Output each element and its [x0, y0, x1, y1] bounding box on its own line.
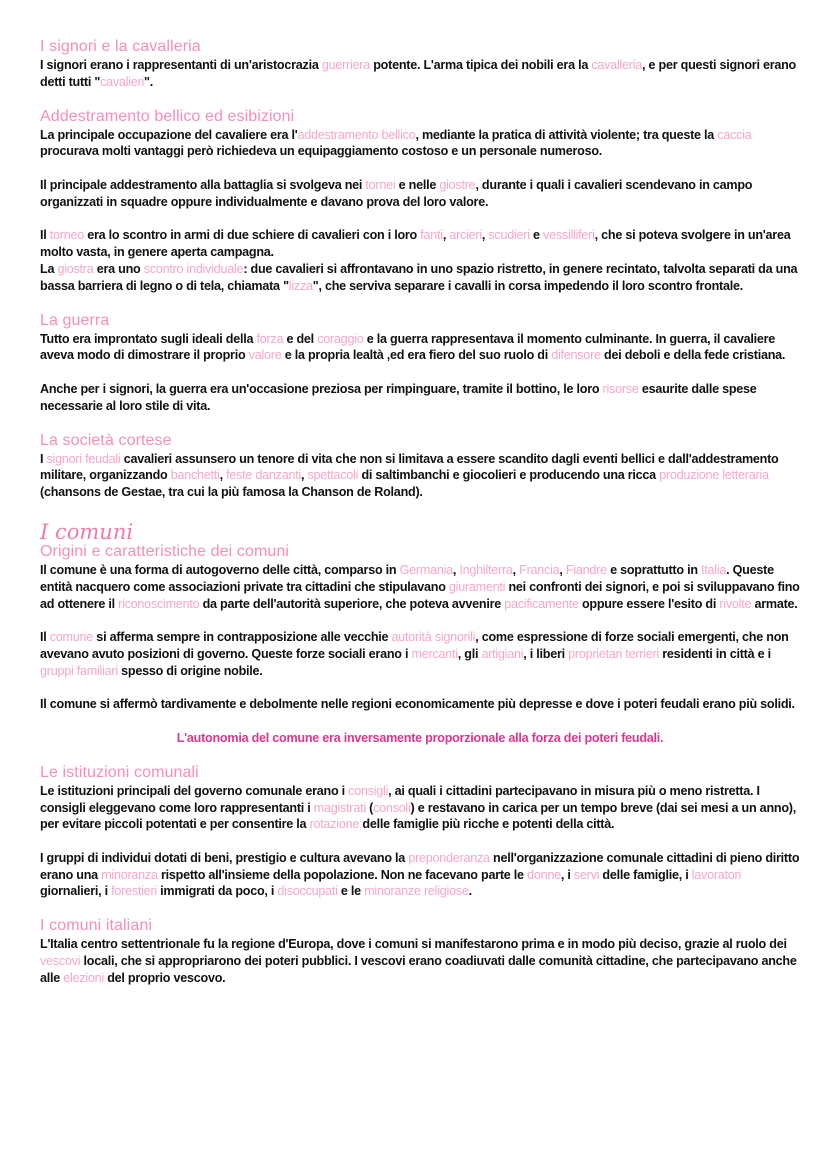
- highlighted-term: spettacoli: [307, 468, 359, 483]
- highlighted-term: risorse: [602, 381, 639, 396]
- highlighted-term: artigiani: [481, 646, 524, 661]
- text-run: nei confronti dei signori, e poi si sviluppavano fino ad ottenere il: [40, 579, 800, 611]
- section: [40, 108, 800, 295]
- text-run: , i liberi: [523, 646, 569, 661]
- text-run: ,: [452, 562, 460, 577]
- paragraph: [40, 331, 800, 365]
- text-run: Il comune è una forma di autogoverno delle città, comparso in: [40, 562, 400, 577]
- paragraph: [40, 562, 800, 612]
- text-run: Anche per i signori, la guerra era un'occasione preziosa per rimpinguare, tramite il bottino, le loro: [40, 381, 603, 396]
- highlighted-term: caccia: [717, 127, 752, 142]
- section-heading: Origini e caratteristiche dei comuni: [40, 542, 290, 560]
- highlighted-term: magistrati: [313, 800, 366, 815]
- section-heading: La guerra: [40, 311, 110, 329]
- paragraph: [40, 850, 800, 900]
- highlighted-term: vessilliferi: [543, 228, 595, 243]
- text-run: residenti in città e i: [659, 646, 771, 661]
- highlighted-term: Inghilterra: [459, 562, 513, 577]
- highlighted-term: banchetti: [170, 468, 220, 483]
- highlighted-term: tornei: [365, 177, 396, 192]
- highlighted-term: lizza: [288, 278, 313, 293]
- text-run: nell'organizzazione comunale cittadini di pieno diritto erano una: [40, 850, 800, 882]
- text-run: , durante i quali i cavalieri scendevano in campo organizzati in squadre oppure individualmente e davano prova del loro valore.: [40, 177, 753, 209]
- highlighted-term: minoranza: [101, 867, 158, 882]
- paragraph: [40, 783, 800, 833]
- text-run: locali, che si appropriarono dei poteri pubblici. I vescovi erano coadiuvati dalle comunità cittadine, che partecipavano anche alle: [40, 954, 797, 985]
- text-run: : due cavalieri si affrontavano in uno spazio ristretto, in genere recintato, talvolta separati da una bassa barriera di legno o di tela, chiamata ": [40, 261, 798, 293]
- text-run: , e per questi signori erano detti tutti ": [40, 58, 796, 89]
- highlighted-term: donne: [527, 867, 561, 882]
- text-run: ,: [512, 562, 520, 577]
- highlighted-term: gruppi familiari: [40, 663, 118, 678]
- text-run: e soprattutto in: [606, 562, 702, 577]
- text-run: da parte dell'autorità superiore, che poteva avvenire: [199, 596, 505, 611]
- text-run: ", che serviva separare i cavalli in corsa impedendo il loro scontro frontale.: [312, 278, 743, 293]
- text-run: rispetto all'insieme della popolazione. Non ne facevano parte le: [157, 867, 528, 882]
- text-run: esaurite dalle spese necessarie al loro stile di vita.: [40, 381, 757, 413]
- text-run: ,: [481, 228, 489, 243]
- text-run: (chansons de Gestae, tra cui la più famosa la Chanson de Roland).: [40, 485, 423, 500]
- highlighted-term: coraggio: [317, 331, 364, 346]
- text-run: , i: [560, 867, 574, 882]
- highlighted-term: Francia: [519, 562, 560, 577]
- highlighted-term: Fiandre: [565, 562, 607, 577]
- text-run: e la propria lealtà ,ed era fiero del suo ruolo di: [281, 348, 552, 363]
- highlighted-term: servi: [573, 867, 600, 882]
- highlighted-term: cavalleria: [591, 58, 643, 72]
- highlighted-term: signori feudali: [46, 451, 121, 466]
- highlighted-term: consoli: [373, 800, 411, 815]
- highlighted-term: scontro individuale: [143, 261, 244, 276]
- paragraph: [40, 451, 800, 501]
- highlighted-term: autorità signorili: [391, 630, 476, 645]
- highlighted-term: giostre: [439, 177, 476, 192]
- text-run: .: [468, 884, 472, 899]
- text-run: I gruppi di individui dotati di beni, prestigio e cultura avevano la: [40, 850, 409, 865]
- highlighted-term: valore: [248, 348, 282, 363]
- text-run: delle famiglie, i: [599, 867, 692, 882]
- text-run: si afferma sempre in contrapposizione alle vecchie: [93, 630, 392, 645]
- text-run: e del: [283, 331, 318, 346]
- paragraph: [40, 177, 800, 211]
- paragraph: [40, 227, 800, 294]
- highlighted-term: giostra: [57, 261, 94, 276]
- highlighted-term: Germania: [399, 562, 453, 577]
- notes-document: [40, 38, 800, 987]
- text-run: cavalieri assunsero un tenore di vita che non si limitava a essere scandito dagli eventi bellici e dall'addestramento militare, organizzando: [40, 451, 779, 483]
- paragraph: [40, 381, 800, 415]
- highlighted-term: torneo: [49, 228, 84, 243]
- text-run: dei deboli e della fede cristiana.: [600, 348, 786, 363]
- highlighted-term: mercanti: [411, 646, 458, 661]
- highlighted-term: lavoratori: [691, 867, 742, 882]
- section: [40, 312, 800, 415]
- key-statement: L'autonomia del comune era inversamente proporzionale alla forza dei poteri feudali.: [176, 730, 664, 745]
- text-run: armate.: [751, 596, 798, 611]
- section: [40, 764, 800, 901]
- section-heading: Addestramento bellico ed esibizioni: [40, 107, 295, 125]
- highlighted-term: vescovi: [40, 954, 81, 969]
- highlighted-term: arcieri: [449, 228, 482, 243]
- highlighted-term: cavalieri: [100, 74, 145, 89]
- text-run: e nelle: [395, 177, 440, 192]
- text-run: , mediante la pratica di attività violente; tra queste la: [415, 127, 718, 142]
- text-run: e: [529, 228, 544, 243]
- paragraph: [40, 629, 800, 679]
- text-run: , che si poteva svolgere in un'area molto vasta, in genere aperta campagna. La: [40, 228, 791, 276]
- text-run: di saltimbanchi e giocolieri e producendo una ricca: [358, 468, 660, 483]
- highlighted-term: rivolte: [719, 596, 752, 611]
- text-run: Il comune si affermò tardivamente e debolmente nelle regioni economicamente più depresse e dove i poteri feudali erano più solidi.: [40, 697, 795, 712]
- text-run: del proprio vescovo.: [103, 970, 226, 985]
- highlighted-term: preponderanza: [408, 850, 490, 865]
- paragraph: [40, 936, 800, 986]
- text-run: e le: [337, 884, 365, 899]
- highlighted-term: fanti: [420, 228, 443, 243]
- text-run: potente. L'arma tipica dei nobili era la: [369, 58, 592, 72]
- highlighted-term: scudieri: [488, 228, 530, 243]
- highlighted-term: giuramenti: [448, 579, 506, 594]
- text-run: ,: [219, 468, 227, 483]
- highlighted-term: riconoscimento: [118, 596, 200, 611]
- text-run: immigrati da poco, i: [156, 884, 278, 899]
- section-heading: Le istituzioni comunali: [40, 763, 199, 781]
- paragraph: [40, 127, 800, 161]
- highlighted-term: guerriera: [321, 58, 370, 72]
- text-run: Il: [40, 630, 50, 645]
- highlighted-term: Italia: [701, 562, 727, 577]
- highlighted-term: elezioni: [63, 970, 104, 985]
- text-run: giornalieri, i: [40, 884, 112, 899]
- text-run: . Queste entità nacquero come associazioni private tra cittadini che stipulavano: [40, 562, 774, 594]
- highlighted-term: comune: [49, 630, 94, 645]
- section: [40, 38, 800, 91]
- text-run: ".: [144, 74, 154, 89]
- highlighted-term: forza: [256, 331, 284, 346]
- paragraph: [40, 696, 800, 713]
- highlighted-term: feste danzanti: [226, 468, 301, 483]
- text-run: era uno: [93, 261, 144, 276]
- text-run: Il principale addestramento alla battaglia si svolgeva nei: [40, 177, 366, 192]
- section: [40, 432, 800, 501]
- highlighted-term: disoccupati: [277, 884, 338, 899]
- text-run: L'Italia centro settentrionale fu la regione d'Europa, dove i comuni si manifestarono prima e in modo più deciso, grazie al ruolo dei: [40, 937, 787, 952]
- highlighted-term: forestieri: [111, 884, 157, 899]
- text-run: spesso di origine nobile.: [117, 663, 263, 678]
- text-run: I: [40, 451, 47, 466]
- section-heading: I signori e la cavalleria: [40, 38, 201, 55]
- text-run: e la guerra rappresentava il momento culminante. In guerra, il cavaliere aveva modo di dimostrare il proprio: [40, 331, 775, 363]
- text-run: ,: [442, 228, 450, 243]
- text-run: Le istituzioni principali del governo comunale erano i: [40, 783, 349, 798]
- text-run: oppure essere l'esito di: [578, 596, 720, 611]
- section-heading: I comuni italiani: [40, 917, 152, 935]
- highlighted-term: pacificamente: [504, 596, 579, 611]
- section-heading: La società cortese: [40, 431, 172, 449]
- text-run: La principale occupazione del cavaliere era l': [40, 127, 298, 142]
- text-run: I signori erano i rappresentanti di un'aristocrazia: [40, 58, 322, 72]
- text-run: Tutto era improntato sugli ideali della: [40, 331, 257, 346]
- text-run: Il: [40, 228, 50, 243]
- text-run: ,: [559, 562, 566, 577]
- highlighted-term: proprietari terrieri: [568, 646, 660, 661]
- highlighted-term: minoranze religiose: [364, 884, 469, 899]
- text-run: procurava molti vantaggi però richiedeva un equipaggiamento costoso e un personale numeroso.: [40, 144, 603, 159]
- text-run: (: [365, 800, 374, 815]
- highlighted-term: addestramento bellico: [297, 127, 416, 142]
- text-run: ) e restavano in carica per un tempo breve (dai sei mesi a un anno), per evitare piccoli potentati e per consentire la: [40, 800, 796, 832]
- text-run: , come espressione di forze sociali emergenti, che non avevano avuto posizioni di governo. Queste forze sociali erano i: [40, 630, 789, 661]
- highlighted-term: produzione letteraria: [659, 468, 769, 483]
- paragraph: [40, 57, 800, 91]
- chapter-title: I comuni: [40, 519, 134, 544]
- section: [40, 521, 800, 747]
- highlighted-term: consigli: [348, 783, 389, 798]
- highlighted-term: difensore: [551, 348, 601, 363]
- text-run: , gli: [457, 646, 482, 661]
- text-run: delle famiglie più ricche e potenti della città.: [359, 817, 615, 832]
- highlighted-term: rotazione: [309, 817, 360, 832]
- text-run: era lo scontro in armi di due schiere di cavalieri con i loro: [83, 228, 421, 243]
- section: [40, 917, 800, 986]
- text-run: , ai quali i cittadini partecipavano in misura più o meno ristretta. I consigli eleggevano come loro rappresentanti i: [40, 783, 760, 815]
- text-run: ,: [301, 468, 308, 483]
